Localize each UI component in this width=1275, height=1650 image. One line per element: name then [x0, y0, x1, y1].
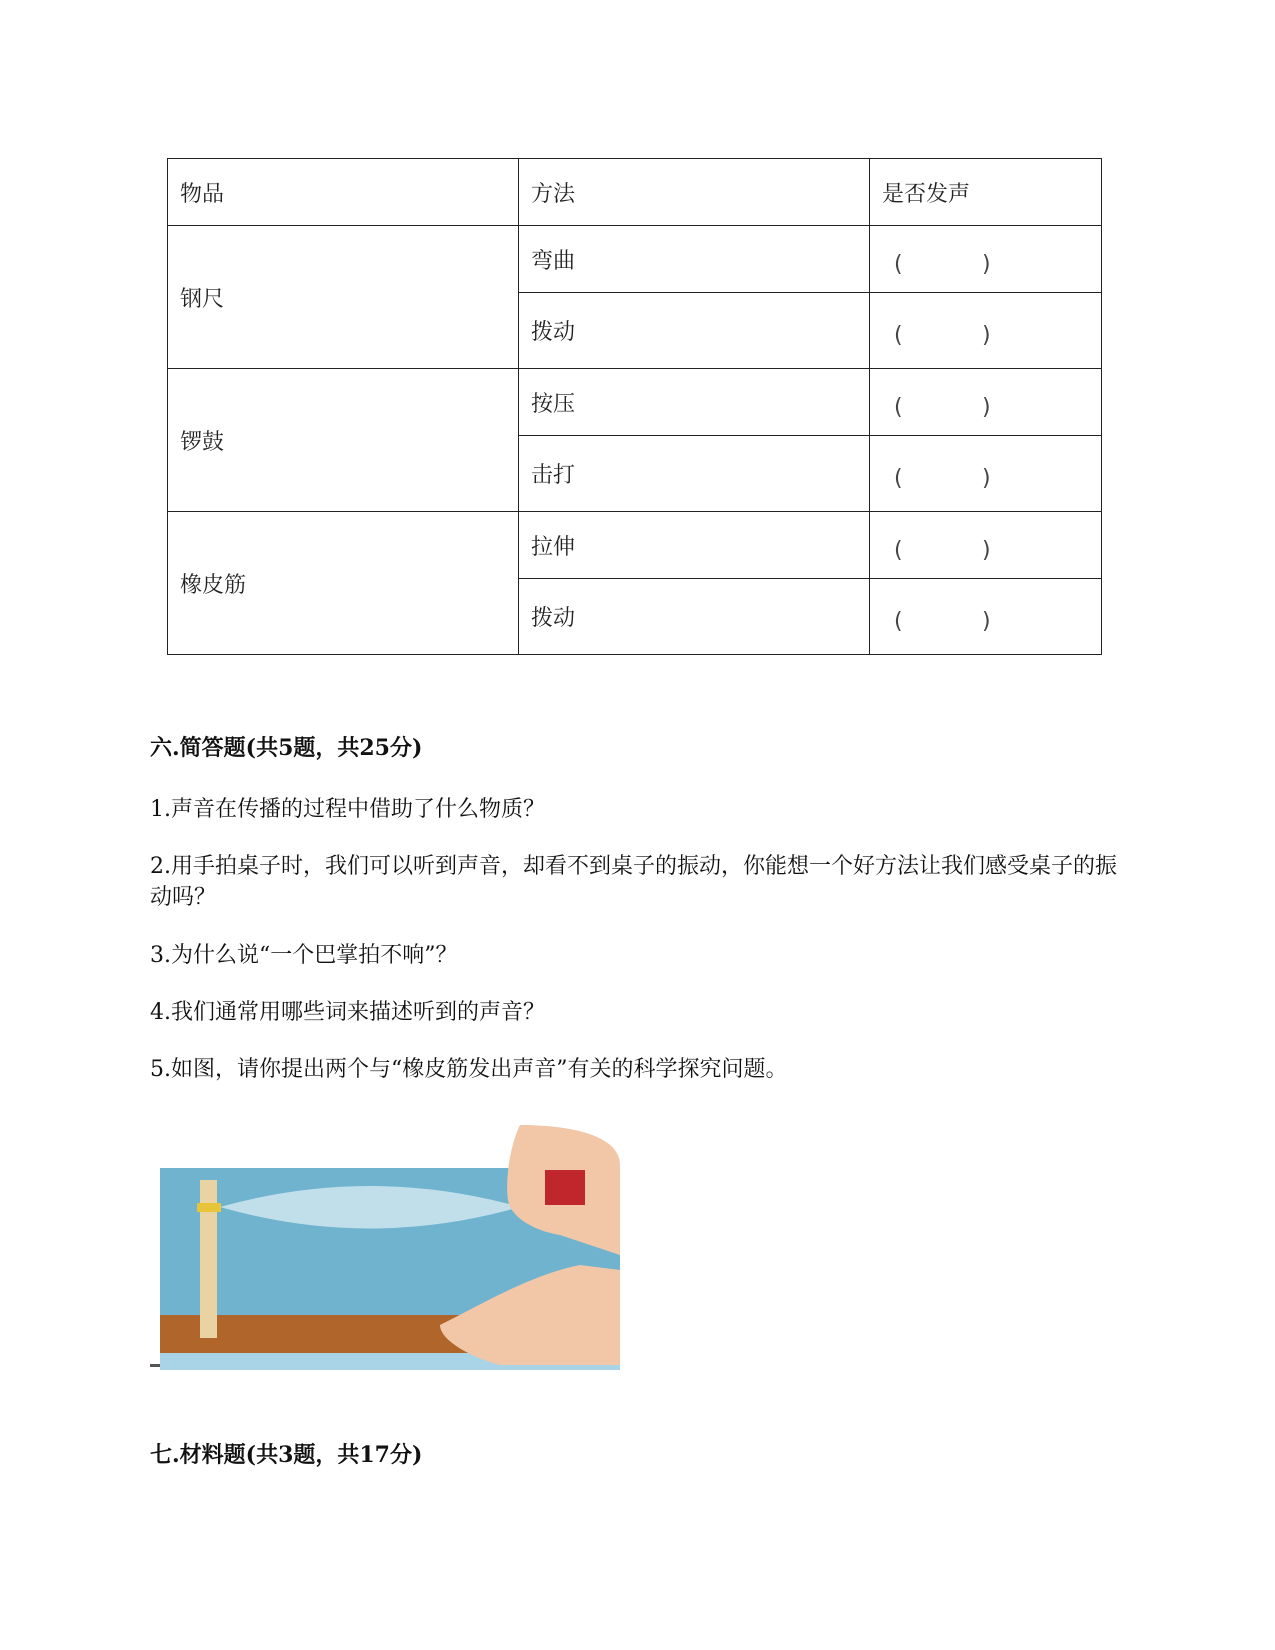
header-method: 方法 [519, 159, 870, 226]
method-cell: 拨动 [519, 293, 870, 369]
answer-cell[interactable]: ( ) [870, 293, 1102, 369]
answer-cell[interactable]: ( ) [870, 369, 1102, 436]
method-cell: 弯曲 [519, 226, 870, 293]
question-2: 2.用手拍桌子时，我们可以听到声音，却看不到桌子的振动，你能想一个好方法让我们感受桌子的振动吗？ [150, 854, 1117, 910]
item-cell-steel-ruler: 钢尺 [168, 226, 519, 369]
header-item: 物品 [168, 159, 519, 226]
method-cell: 拉伸 [519, 512, 870, 579]
rubber-band-photo [150, 1125, 620, 1370]
table-row [168, 512, 1102, 579]
table-row [168, 226, 1102, 293]
observation-table-container [167, 158, 1101, 655]
photo-red-object [545, 1170, 585, 1205]
answer-cell[interactable]: ( ) [870, 226, 1102, 293]
answer-cell[interactable]: ( ) [870, 579, 1102, 655]
section-6-title: 六.简答题(共5题，共25分) [150, 735, 423, 761]
item-cell-rubber-band: 橡皮筋 [168, 512, 519, 655]
observation-table [167, 158, 1102, 655]
header-sound: 是否发声 [870, 159, 1102, 226]
question-4: 4.我们通常用哪些词来描述听到的声音？ [150, 1000, 545, 1025]
table-header-row [168, 159, 1102, 226]
question-1: 1.声音在传播的过程中借助了什么物质？ [150, 797, 545, 822]
method-cell: 按压 [519, 369, 870, 436]
answer-cell[interactable]: ( ) [870, 512, 1102, 579]
section-7-title: 七.材料题(共3题，共17分) [150, 1442, 423, 1468]
method-cell: 拨动 [519, 579, 870, 655]
question-3: 3.为什么说“一个巴掌拍不响”？ [150, 943, 458, 968]
photo-band-knot [197, 1203, 221, 1212]
photo-mark [150, 1364, 160, 1367]
table-row [168, 369, 1102, 436]
method-cell: 击打 [519, 436, 870, 512]
answer-cell[interactable]: ( ) [870, 436, 1102, 512]
item-cell-gong-drum: 锣鼓 [168, 369, 519, 512]
question-5: 5.如图，请你提出两个与“橡皮筋发出声音”有关的科学探究问题。 [150, 1057, 788, 1082]
